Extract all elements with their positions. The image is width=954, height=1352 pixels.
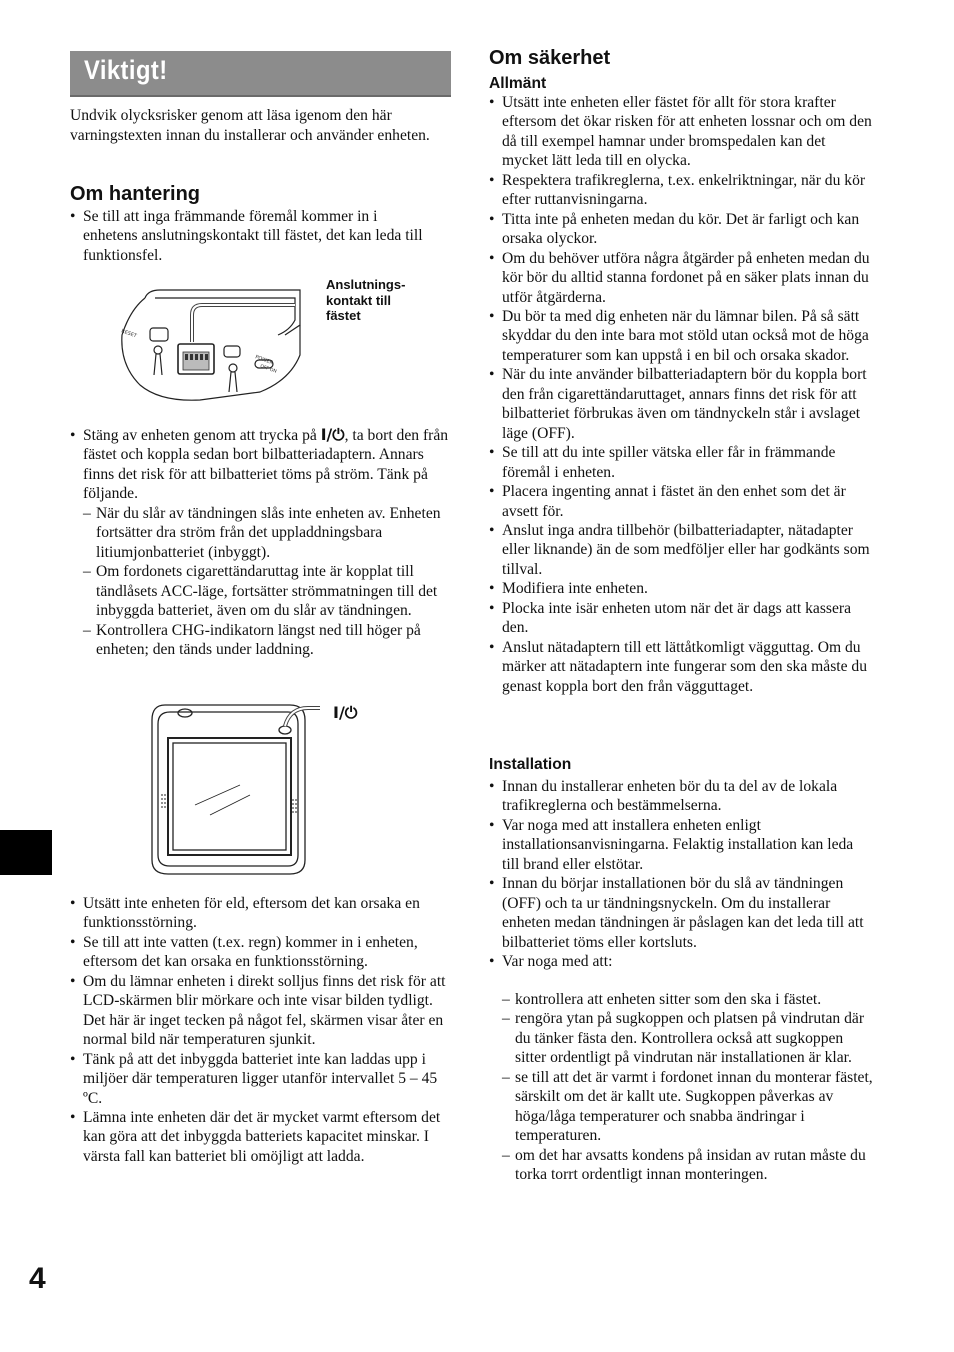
reset-label: RESET xyxy=(120,328,138,340)
device-front-diagram xyxy=(140,700,320,878)
page-number: 4 xyxy=(29,1262,46,1295)
title-banner xyxy=(70,51,451,97)
dash-item: – Om fordonets cigarettändaruttag inte är kopplat till tändlåsets ACC-läge, fortsätter strömmatningen till det inbyggda batteriet, även om du slår av tändningen. xyxy=(83,562,450,620)
dash-item: – rengöra ytan på sugkoppen och platsen på vindrutan där du tänker fästa den. Kontrollera också att sugkoppen sitter ordentligt på vindrutan när installationen är klar. xyxy=(502,1009,874,1067)
handling-list-1 xyxy=(70,207,430,265)
list-item: • Anslut nätadaptern till ett lättåtkomligt vägguttag. Om du märker att nätadaptern inte fungerar som den ska måste du genast koppla bort den från vägguttaget. xyxy=(489,638,874,696)
list-item: • Lämna inte enheten där det är mycket varmt eftersom det kan göra att det inbyggda batteriets kapacitet minskar. I värsta fall kan batteriet bli omöjligt att ladda. xyxy=(70,1108,452,1166)
dash-item: – kontrollera att enheten sitter som den ska i fästet. xyxy=(502,990,874,1009)
dash-item: – se till att det är varmt i fordonet innan du monterar fästet, särskilt om det är kallt ute. Sugkoppen påverkas av höga/låga temperaturer och snabba ändringar i temperaturen. xyxy=(502,1068,874,1146)
list-item: • Tänk på att det inbyggda batteriet inte kan laddas upp i miljöer där temperaturen ligger utanför intervallet 5 – 45 ºC. xyxy=(70,1050,452,1108)
section-tab xyxy=(0,830,52,875)
off-on-label: OFF ON xyxy=(259,364,278,375)
list-item: • Om du lämnar enheten i direkt solljus finns det risk för att LCD-skärmen blir mörkare och inte visar bilden tydligt. Det här är inget tecken på något fel, skärmen visar åter en normal bild när temperaturen sjunkit. xyxy=(70,972,452,1050)
connector-callout: Anslutnings- kontakt till fästet xyxy=(326,277,406,323)
list-item: • Respektera trafikreglerna, t.ex. enkelriktningar, när du kör efter ruttanvisningarna. xyxy=(489,171,874,210)
dash-item: – om det har avsatts kondens på insidan av rutan måste du torka torrt ordentligt innan monteringen. xyxy=(502,1146,874,1185)
list-item: • Placera ingenting annat i fästet än den enhet som det är avsett för. xyxy=(489,482,874,521)
bullet2-post: , ta bort den från fästet och koppla sedan bort bilbatteriadaptern. Annars finns det risk för att bilbatteriet töms på ström. Tänk på följande. xyxy=(83,427,449,503)
list-item: • Se till att inte vatten (t.ex. regn) kommer in i enheten, eftersom det kan orsaka en funktionsstörning. xyxy=(70,933,452,972)
list-item: • Modifiera inte enheten. xyxy=(489,579,874,598)
list-item: • Om du behöver utföra några åtgärder på enheten medan du kör bör du alltid stanna fordonet på en säker plats innan du utför åtgärderna. xyxy=(489,249,874,307)
handling-dash-list xyxy=(83,504,450,660)
list-item: • Se till att inga främmande föremål kommer in i enhetens anslutningskontakt till fästet, det kan leda till funktionsfel. xyxy=(70,207,430,265)
list-item: • Innan du installerar enheten bör du ta del av de lokala trafikreglerna och bestämmelserna. xyxy=(489,777,874,816)
safety-heading: Om säkerhet xyxy=(489,47,611,69)
power-label: POWER xyxy=(254,354,274,367)
list-item: • Anslut inga andra tillbehör (bilbatteriadapter, nätadapter eller liknande) än de som medföljer eller har godkänts som tillval. xyxy=(489,521,874,579)
bullet2-pre: Stäng av enheten genom att trycka på xyxy=(83,427,321,444)
list-item: • Var noga med att installera enheten enligt installationsanvisningarna. Felaktig installation kan leda till brand eller elstötar. xyxy=(489,816,874,874)
dash-item: – När du slår av tändningen slås inte enheten av. Enheten fortsätter dra ström från det uppladdningsbara litiumjonbatteriet (inbyggt). xyxy=(83,504,450,562)
installation-heading: Installation xyxy=(489,756,572,773)
installation-list xyxy=(489,777,874,972)
list-item: • Var noga med att: xyxy=(489,952,874,971)
page-title: Viktigt! xyxy=(84,55,168,85)
list-item: • När du inte använder bilbatteriadaptern bör du koppla bort den från cigarettändaruttaget, annars finns det risk för att bilbatteriet förbrukas även om tändnyckeln står i avslaget läge (OFF). xyxy=(489,365,874,443)
list-item: • Utsätt inte enheten för eld, eftersom det kan orsaka en funktionsstörning. xyxy=(70,894,452,933)
list-item: • Du bör ta med dig enheten när du lämnar bilen. På så sätt skyddar du den inte bara mot stöld utan också mot de höga temperaturer som kan uppstå i en bil och orsaka skador. xyxy=(489,307,874,365)
dash-item: – Kontrollera CHG-indikatorn längst ned till höger på enheten; den tänds under laddning. xyxy=(83,621,450,660)
power-callout: I/⏻ xyxy=(333,703,358,722)
list-item: • Innan du börjar installationen bör du slå av tändningen (OFF) och ta ur tändningsnyckeln. Om du installerar enheten medan tändningen är påslagen kan det leda till att bilbatteriet töms eller kortsluts. xyxy=(489,874,874,952)
installation-dash-list xyxy=(502,990,874,1185)
general-list xyxy=(489,93,874,696)
handling-list-2 xyxy=(70,426,450,659)
list-item: • Utsätt inte enheten eller fästet för allt för stora krafter eftersom det ökar risken för att enheten lossnar och om den då till exempel hamnar under bromspedalen kan det mycket lätt leda till en olycka. xyxy=(489,93,874,171)
handling-list-3 xyxy=(70,894,452,1166)
intro-text: Undvik olycksrisker genom att läsa igenom den här varningstexten innan du installerar och använder enheten. xyxy=(70,107,430,144)
list-item: • Se till att du inte spiller vätska eller får in främmande föremål i enheten. xyxy=(489,443,874,482)
list-item: • Titta inte på enheten medan du kör. Det är farligt och kan orsaka olyckor. xyxy=(489,210,874,249)
handling-heading: Om hantering xyxy=(70,183,201,205)
list-item xyxy=(70,426,450,659)
list-item: • Plocka inte isär enheten utom när det är dags att kassera den. xyxy=(489,599,874,638)
power-icon: I/⏻ xyxy=(320,426,345,444)
general-heading: Allmänt xyxy=(489,75,547,92)
connector-diagram xyxy=(100,280,320,405)
